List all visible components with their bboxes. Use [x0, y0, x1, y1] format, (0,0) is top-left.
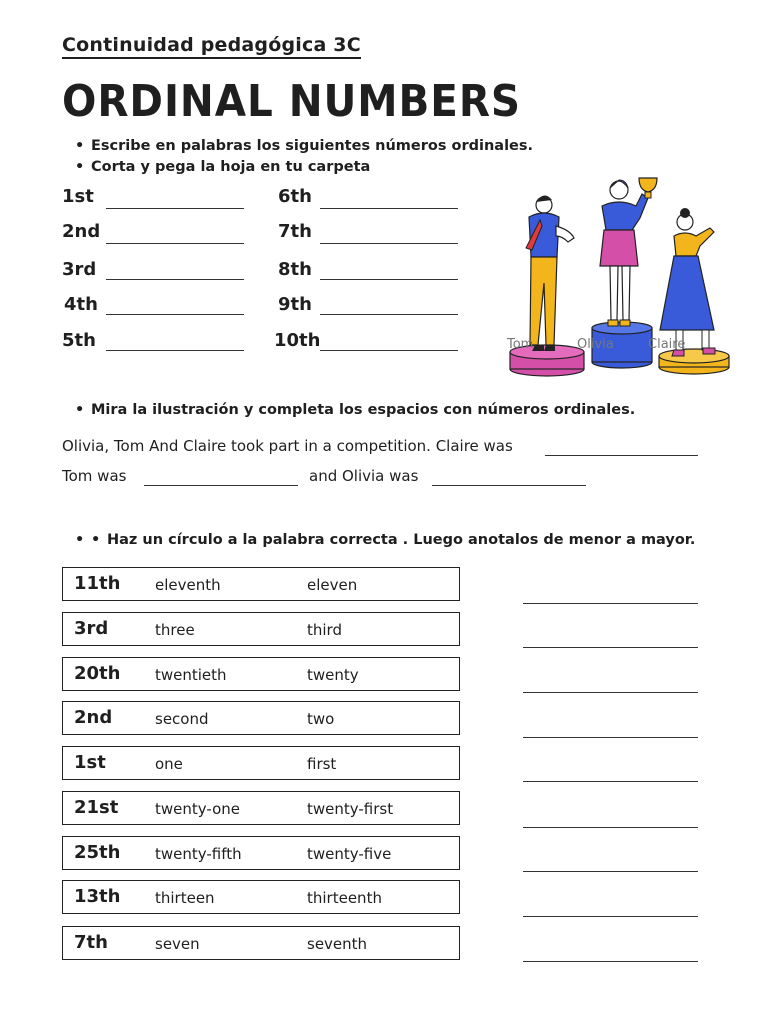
bullet-dot: • — [75, 532, 85, 548]
row-number: 25th — [74, 842, 121, 863]
word-option[interactable]: seventh — [307, 935, 368, 953]
answer-line[interactable] — [523, 827, 698, 828]
word-option[interactable]: three — [155, 621, 195, 639]
answer-blank-claire[interactable] — [545, 455, 698, 456]
instruction-1: • Escribe en palabras los siguientes números ordinales. — [91, 138, 533, 154]
section3-instruction: • Haz un círculo a la palabra correcta . Luego anotalos de menor a mayor. — [107, 532, 695, 548]
table-row — [62, 836, 460, 870]
name-label-olivia: Olivia — [577, 337, 614, 352]
ordinal-label: 9th — [278, 294, 312, 315]
name-label-claire: Claire — [648, 337, 686, 352]
sentence-2b: and Olivia was — [309, 467, 419, 485]
ordinal-label: 4th — [64, 294, 98, 315]
ordinal-label: 10th — [274, 330, 321, 351]
table-row — [62, 746, 460, 780]
word-option[interactable]: eleventh — [155, 576, 221, 594]
answer-line[interactable] — [523, 692, 698, 693]
word-option[interactable]: third — [307, 621, 342, 639]
answer-blank[interactable] — [320, 314, 458, 315]
name-label-tom: Tom — [507, 337, 534, 352]
ordinal-label: 2nd — [62, 221, 101, 242]
row-number: 2nd — [74, 707, 113, 728]
podium-illustration — [498, 172, 738, 378]
word-option[interactable]: twenty-first — [307, 800, 394, 818]
page-title: ORDINAL NUMBERS — [62, 76, 522, 127]
answer-blank[interactable] — [106, 279, 244, 280]
answer-blank[interactable] — [320, 279, 458, 280]
answer-line[interactable] — [523, 916, 698, 917]
answer-blank[interactable] — [106, 243, 244, 244]
row-number: 7th — [74, 932, 108, 953]
instruction-2: • Corta y pega la hoja en tu carpeta — [91, 159, 370, 175]
answer-line[interactable] — [523, 647, 698, 648]
answer-blank[interactable] — [106, 350, 244, 351]
row-number: 13th — [74, 886, 121, 907]
table-row — [62, 791, 460, 825]
word-option[interactable]: twenty-fifth — [155, 845, 242, 863]
word-option[interactable]: seven — [155, 935, 200, 953]
answer-blank-olivia[interactable] — [432, 485, 586, 486]
table-row — [62, 926, 460, 960]
answer-blank[interactable] — [320, 243, 458, 244]
section2-instruction: • Mira la ilustración y completa los espacios con números ordinales. — [91, 402, 635, 418]
answer-line[interactable] — [523, 737, 698, 738]
ordinal-label: 6th — [278, 186, 312, 207]
table-row — [62, 612, 460, 646]
answer-line[interactable] — [523, 603, 698, 604]
row-number: 20th — [74, 663, 121, 684]
word-option[interactable]: twenty-five — [307, 845, 392, 863]
word-option[interactable]: second — [155, 710, 209, 728]
table-row — [62, 701, 460, 735]
table-row — [62, 880, 460, 914]
page-subtitle: Continuidad pedagógica 3C — [62, 34, 361, 59]
answer-blank-tom[interactable] — [144, 485, 298, 486]
row-number: 1st — [74, 752, 106, 773]
row-number: 21st — [74, 797, 119, 818]
ordinal-label: 5th — [62, 330, 96, 351]
word-option[interactable]: eleven — [307, 576, 358, 594]
answer-line[interactable] — [523, 781, 698, 782]
row-number: 3rd — [74, 618, 109, 639]
word-option[interactable]: twenty — [307, 666, 359, 684]
ordinal-label: 3rd — [62, 259, 97, 280]
answer-line[interactable] — [523, 961, 698, 962]
answer-blank[interactable] — [106, 314, 244, 315]
ordinal-label: 7th — [278, 221, 312, 242]
word-option[interactable]: thirteenth — [307, 889, 382, 907]
answer-blank[interactable] — [320, 208, 458, 209]
row-number: 11th — [74, 573, 121, 594]
table-row — [62, 657, 460, 691]
word-option[interactable]: first — [307, 755, 337, 773]
answer-blank[interactable] — [106, 208, 244, 209]
word-option[interactable]: thirteen — [155, 889, 215, 907]
sentence-1: Olivia, Tom And Claire took part in a competition. Claire was — [62, 437, 513, 455]
word-option[interactable]: one — [155, 755, 183, 773]
sentence-2a: Tom was — [62, 467, 127, 485]
word-option[interactable]: twentieth — [155, 666, 227, 684]
word-option[interactable]: two — [307, 710, 335, 728]
ordinal-label: 1st — [62, 186, 94, 207]
table-row — [62, 567, 460, 601]
word-option[interactable]: twenty-one — [155, 800, 240, 818]
answer-blank[interactable] — [320, 350, 458, 351]
answer-line[interactable] — [523, 871, 698, 872]
ordinal-label: 8th — [278, 259, 312, 280]
